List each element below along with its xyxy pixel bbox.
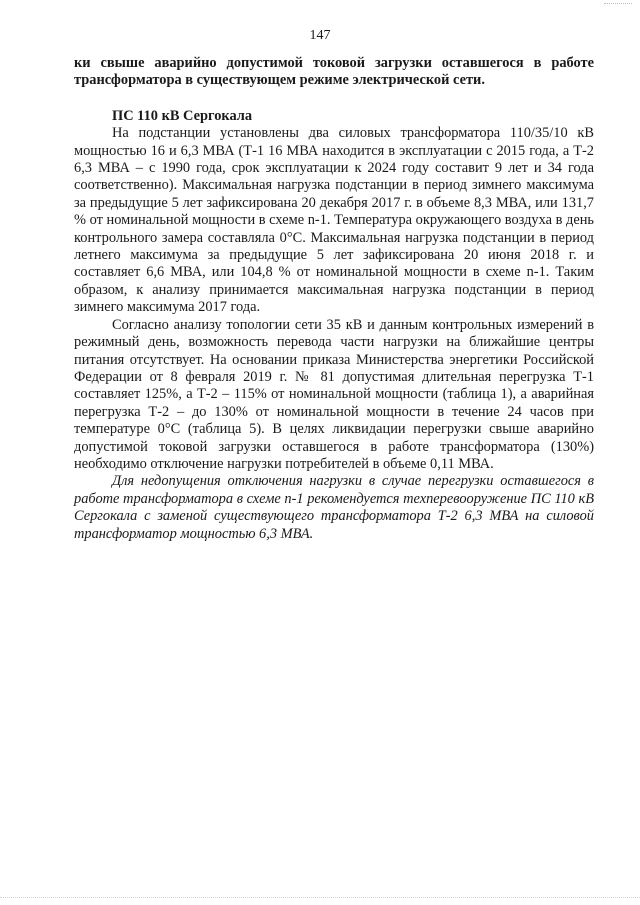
- document-body: [74, 55, 594, 543]
- body-paragraph-2: Согласно анализу топологии сети 35 кВ и данным контрольных измерений в режимный день, возможность перевода части нагрузки на ближайшие центры питания отсутствует. На основании приказа Министерства энергетики Российской Федерации от 8 февраля 2019 г. № 81 допустимая длительная перегрузка Т-1 составляет 125%, а Т-2 – 115% от номинальной мощности (таблица 1), а аварийная перегрузка Т-2 – до 130% от номинальной мощности в течение 24 часов при температуре 0°С (таблица 5). В целях ликвидации перегрузки свыше аварийно допустимой токовой загрузки оставшегося в работе трансформатора (130%) необходимо отключение нагрузки потребителей в объеме 0,11 МВА.: [74, 316, 594, 472]
- body-paragraph-1: На подстанции установлены два силовых трансформатора 110/35/10 кВ мощностью 16 и 6,3 МВА (Т-1 16 МВА находится в эксплуатации с 2015 года, а Т-2 6,3 МВА – с 1990 года, срок эксплуатации к 2024 году составит 9 лет и 34 года соответственно). Максимальная нагрузка подстанции в период зимнего максимума за предыдущие 5 лет зафиксирована 20 декабря 2017 г. в объеме 8,3 МВА, или 131,7 % от номинальной мощности в схеме n-1. Температура окружающего воздуха в день контрольного замера составляла 0°С. Максимальная нагрузка подстанции в период летнего максимума за предыдущие 5 лет зафиксирована 20 июня 2018 г. и составляет 6,6 МВА, или 104,8 % от номинальной мощности в схеме n-1. Таким образом, к анализу принимается максимальная нагрузка подстанции в период зимнего максимума 2017 года.: [74, 125, 594, 316]
- page-number: 147: [309, 28, 331, 43]
- lead-paragraph: ки свыше аварийно допустимой токовой загрузки оставшегося в работе трансформатора в существующем режиме электрической сети.: [74, 55, 594, 89]
- recommendation-paragraph: Для недопущения отключения нагрузки в случае перегрузки оставшегося в работе трансформатора в схеме n-1 рекомендуется техперевооружение ПС 110 кВ Сергокала с заменой существующего трансформатора Т-2 6,3 МВА на силовой трансформатор мощностью 6,3 МВА.: [74, 473, 594, 542]
- scan-bottom-edge: [0, 897, 640, 899]
- scan-edge-mark: [604, 3, 632, 6]
- section-heading: ПС 110 кВ Сергокала: [112, 107, 253, 124]
